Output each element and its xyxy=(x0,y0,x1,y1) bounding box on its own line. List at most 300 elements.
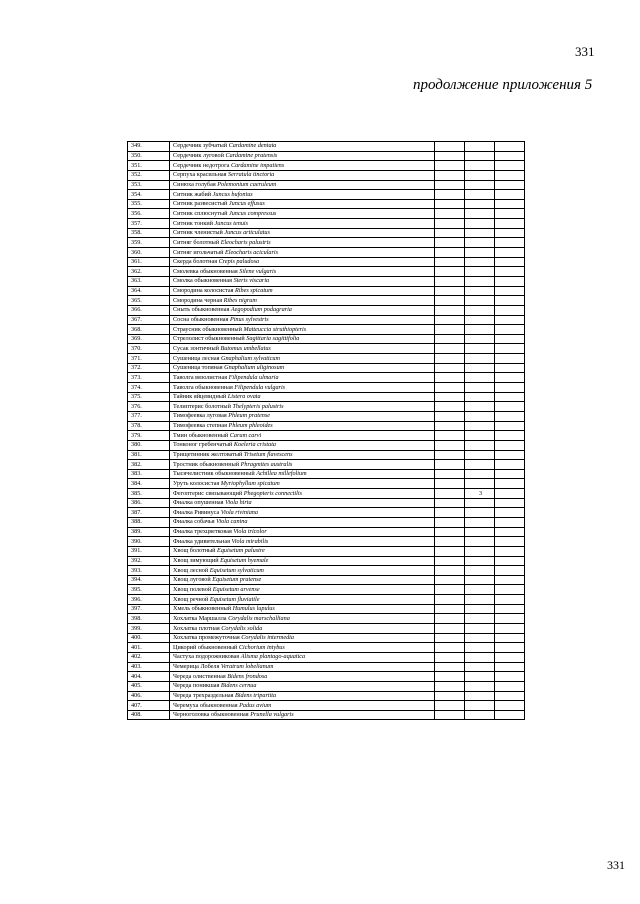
species-russian-name: Тростник обыкновенный xyxy=(173,460,240,468)
value-cell-c xyxy=(495,575,525,585)
species-russian-name: Ситняг игольчатый xyxy=(173,248,224,256)
value-cell-c xyxy=(495,643,525,653)
value-cell-a xyxy=(435,142,465,152)
value-cell-c xyxy=(495,334,525,344)
species-latin-name: Achillea millefolium xyxy=(256,470,307,478)
species-name-cell xyxy=(170,373,435,383)
species-name-cell xyxy=(170,296,435,306)
table-row xyxy=(128,257,525,267)
value-cell-c xyxy=(495,383,525,393)
row-number: 394. xyxy=(128,575,170,585)
table-row xyxy=(128,199,525,209)
species-name-cell xyxy=(170,624,435,634)
value-cell-a xyxy=(435,354,465,364)
value-cell-a xyxy=(435,219,465,229)
value-cell-c xyxy=(495,527,525,537)
species-latin-name: Bidens cernua xyxy=(220,682,257,690)
species-latin-name: Eleocharis acicularis xyxy=(224,248,279,256)
species-name-cell xyxy=(170,199,435,209)
value-cell-c xyxy=(495,170,525,180)
species-name-cell xyxy=(170,585,435,595)
species-latin-name: Silene vulgaris xyxy=(239,267,277,275)
value-cell-a xyxy=(435,681,465,691)
value-cell-a xyxy=(435,498,465,508)
row-number: 405. xyxy=(128,681,170,691)
species-latin-name: Cardamine impatiens xyxy=(230,161,285,169)
species-table-body xyxy=(128,142,525,720)
value-cell-b xyxy=(465,411,495,421)
table-row xyxy=(128,142,525,152)
species-latin-name: Viola mirabilis xyxy=(231,537,269,545)
species-latin-name: Serratula tinctoria xyxy=(228,171,275,179)
table-row xyxy=(128,151,525,161)
table-row xyxy=(128,633,525,643)
value-cell-b xyxy=(465,662,495,672)
value-cell-c xyxy=(495,373,525,383)
value-cell-a xyxy=(435,209,465,219)
species-name-cell xyxy=(170,633,435,643)
species-table xyxy=(127,141,525,720)
species-latin-name: Polemonium caeruleum xyxy=(217,181,277,189)
species-name-cell xyxy=(170,392,435,402)
value-cell-c xyxy=(495,710,525,720)
row-number: 375. xyxy=(128,392,170,402)
value-cell-a xyxy=(435,180,465,190)
species-latin-name: Equisetum hyemale xyxy=(220,557,269,565)
table-row xyxy=(128,373,525,383)
table-row xyxy=(128,402,525,412)
row-number: 382. xyxy=(128,460,170,470)
row-number: 395. xyxy=(128,585,170,595)
row-number: 350. xyxy=(128,151,170,161)
table-row xyxy=(128,248,525,258)
value-cell-b xyxy=(465,305,495,315)
row-number: 364. xyxy=(128,286,170,296)
value-cell-a xyxy=(435,305,465,315)
value-cell-b xyxy=(465,556,495,566)
table-row xyxy=(128,411,525,421)
species-russian-name: Скерда болотная xyxy=(173,258,218,266)
value-cell-a xyxy=(435,383,465,393)
value-cell-a xyxy=(435,248,465,258)
row-number: 370. xyxy=(128,344,170,354)
value-cell-a xyxy=(435,469,465,479)
value-cell-a xyxy=(435,450,465,460)
value-cell-a xyxy=(435,624,465,634)
species-latin-name: Steris viscaria xyxy=(233,277,270,285)
species-name-cell xyxy=(170,431,435,441)
table-row xyxy=(128,228,525,238)
species-latin-name: Equisetum palustre xyxy=(217,547,265,555)
species-latin-name: Bidens frondosa xyxy=(227,672,268,680)
table-row xyxy=(128,315,525,325)
species-latin-name: Viola tricolor xyxy=(233,528,267,536)
species-russian-name: Фиалка трехцветковая xyxy=(173,528,232,536)
species-name-cell xyxy=(170,556,435,566)
table-row xyxy=(128,267,525,277)
value-cell-c xyxy=(495,161,525,171)
value-cell-c xyxy=(495,614,525,624)
row-number: 386. xyxy=(128,498,170,508)
value-cell-c xyxy=(495,392,525,402)
page-number-top: 331 xyxy=(575,44,595,59)
species-russian-name: Хвощ зимующий xyxy=(173,557,219,565)
value-cell-b xyxy=(465,257,495,267)
table-row xyxy=(128,479,525,489)
species-latin-name: Humulus lupulus xyxy=(232,605,275,613)
value-cell-c xyxy=(495,479,525,489)
value-cell-b xyxy=(465,209,495,219)
value-cell-a xyxy=(435,334,465,344)
table-row xyxy=(128,537,525,547)
species-russian-name: Хвощ луговой xyxy=(173,576,211,584)
value-cell-b xyxy=(465,469,495,479)
value-cell-a xyxy=(435,315,465,325)
value-cell-a xyxy=(435,286,465,296)
value-cell-c xyxy=(495,498,525,508)
row-number: 359. xyxy=(128,238,170,248)
value-cell-a xyxy=(435,228,465,238)
species-latin-name: Veratrum lobelianum xyxy=(220,663,274,671)
species-russian-name: Сусак зонтичный xyxy=(173,344,219,352)
value-cell-a xyxy=(435,257,465,267)
row-number: 358. xyxy=(128,228,170,238)
species-russian-name: Сныть обыкновенная xyxy=(173,306,230,314)
table-row xyxy=(128,517,525,527)
row-number: 404. xyxy=(128,672,170,682)
species-latin-name: Bidens tripartita xyxy=(235,692,277,699)
value-cell-c xyxy=(495,190,525,200)
value-cell-b xyxy=(465,344,495,354)
species-russian-name: Хохлатка плотная xyxy=(173,624,220,632)
value-cell-a xyxy=(435,267,465,277)
value-cell-b xyxy=(465,383,495,393)
value-cell-b xyxy=(465,199,495,209)
species-russian-name: Смородина черная xyxy=(173,296,223,304)
species-name-cell xyxy=(170,411,435,421)
value-cell-c xyxy=(495,325,525,335)
value-cell-a xyxy=(435,325,465,335)
table-row xyxy=(128,604,525,614)
species-latin-name: Cichorium intybus xyxy=(238,643,285,651)
species-latin-name: Gnaphalium sylvaticum xyxy=(221,354,280,362)
value-cell-a xyxy=(435,373,465,383)
species-latin-name: Thelypteris palustris xyxy=(232,402,284,410)
species-name-cell xyxy=(170,681,435,691)
row-number: 360. xyxy=(128,248,170,258)
value-cell-c xyxy=(495,440,525,450)
value-cell-a xyxy=(435,440,465,450)
value-cell-a xyxy=(435,421,465,431)
row-number: 351. xyxy=(128,161,170,171)
value-cell-c xyxy=(495,276,525,286)
value-cell-b xyxy=(465,421,495,431)
table-row xyxy=(128,652,525,662)
value-cell-a xyxy=(435,537,465,547)
table-row xyxy=(128,431,525,441)
species-latin-name: Phleum pratense xyxy=(228,412,270,420)
table-row xyxy=(128,440,525,450)
value-cell-b xyxy=(465,267,495,277)
species-russian-name: Сушеница лесная xyxy=(173,354,220,362)
value-cell-a xyxy=(435,151,465,161)
species-latin-name: Filipendula vulgaris xyxy=(234,383,286,391)
value-cell-a xyxy=(435,363,465,373)
species-latin-name: Ribes nigrum xyxy=(223,296,257,304)
value-cell-b xyxy=(465,672,495,682)
value-cell-b xyxy=(465,652,495,662)
value-cell-b xyxy=(465,681,495,691)
table-row xyxy=(128,595,525,605)
value-cell-c xyxy=(495,652,525,662)
value-cell-c xyxy=(495,556,525,566)
page-subtitle: продолжение приложения 5 xyxy=(413,77,593,93)
species-name-cell xyxy=(170,566,435,576)
value-cell-a xyxy=(435,604,465,614)
species-russian-name: Цикорий обыкновенный xyxy=(173,643,238,651)
table-row xyxy=(128,238,525,248)
species-russian-name: Фиалка собачья xyxy=(173,518,215,526)
species-russian-name: Сосна обыкновенная xyxy=(173,316,229,324)
row-number: 403. xyxy=(128,662,170,672)
value-cell-c xyxy=(495,305,525,315)
species-russian-name: Уруть колосистая xyxy=(173,479,220,487)
row-number: 368. xyxy=(128,325,170,335)
row-number: 391. xyxy=(128,546,170,556)
value-cell-c xyxy=(495,267,525,277)
species-name-cell xyxy=(170,672,435,682)
value-cell-c xyxy=(495,431,525,441)
species-russian-name: Фегоптерис связывающий xyxy=(173,489,243,497)
table-row xyxy=(128,180,525,190)
value-cell-b xyxy=(465,537,495,547)
value-cell-b xyxy=(465,296,495,306)
species-russian-name: Смолевка обыкновенная xyxy=(173,267,238,275)
row-number: 384. xyxy=(128,479,170,489)
table-row xyxy=(128,450,525,460)
value-cell-a xyxy=(435,556,465,566)
species-latin-name: Crepis paludosa xyxy=(218,258,260,266)
species-russian-name: Тимофеевка луговая xyxy=(173,412,227,420)
value-cell-c xyxy=(495,585,525,595)
value-cell-a xyxy=(435,710,465,720)
row-number: 381. xyxy=(128,450,170,460)
species-latin-name: Juncus effusus xyxy=(228,200,265,208)
species-name-cell xyxy=(170,643,435,653)
species-name-cell xyxy=(170,180,435,190)
value-cell-b xyxy=(465,334,495,344)
row-number: 372. xyxy=(128,363,170,373)
value-cell-c xyxy=(495,180,525,190)
value-cell-c xyxy=(495,489,525,499)
value-cell-b xyxy=(465,585,495,595)
value-cell-c xyxy=(495,517,525,527)
species-russian-name: Череда трехраздельная xyxy=(173,692,234,699)
row-number: 353. xyxy=(128,180,170,190)
value-cell-a xyxy=(435,392,465,402)
species-russian-name: Ситник жабий xyxy=(173,190,212,198)
species-latin-name: Viola riviniana xyxy=(220,508,258,516)
species-name-cell xyxy=(170,498,435,508)
value-cell-c xyxy=(495,257,525,267)
species-russian-name: Ситник развесистый xyxy=(173,200,228,208)
row-number: 380. xyxy=(128,440,170,450)
value-cell-c xyxy=(495,142,525,152)
value-cell-a xyxy=(435,527,465,537)
value-cell-c xyxy=(495,344,525,354)
species-name-cell xyxy=(170,489,435,499)
value-cell-b xyxy=(465,190,495,200)
row-number: 373. xyxy=(128,373,170,383)
species-name-cell xyxy=(170,450,435,460)
species-russian-name: Синюха голубая xyxy=(173,181,216,189)
table-row xyxy=(128,392,525,402)
row-number: 352. xyxy=(128,170,170,180)
row-number: 406. xyxy=(128,691,170,701)
table-row xyxy=(128,643,525,653)
row-number: 377. xyxy=(128,411,170,421)
species-name-cell xyxy=(170,325,435,335)
species-name-cell xyxy=(170,142,435,152)
value-cell-a xyxy=(435,479,465,489)
value-cell-b xyxy=(465,151,495,161)
value-cell-a xyxy=(435,662,465,672)
table-row xyxy=(128,672,525,682)
row-number: 398. xyxy=(128,614,170,624)
table-row xyxy=(128,161,525,171)
row-number: 402. xyxy=(128,652,170,662)
value-cell-c xyxy=(495,199,525,209)
table-row xyxy=(128,624,525,634)
species-name-cell xyxy=(170,402,435,412)
species-russian-name: Ситник сплюснутый xyxy=(173,209,228,217)
value-cell-c xyxy=(495,209,525,219)
table-row xyxy=(128,489,525,499)
value-cell-b xyxy=(465,575,495,585)
species-name-cell xyxy=(170,527,435,537)
species-name-cell xyxy=(170,546,435,556)
row-number: 390. xyxy=(128,537,170,547)
table-row xyxy=(128,469,525,479)
species-latin-name: Padus avium xyxy=(239,701,272,709)
value-cell-c xyxy=(495,566,525,576)
value-cell-a xyxy=(435,672,465,682)
value-cell-b xyxy=(465,161,495,171)
value-cell-c xyxy=(495,315,525,325)
species-name-cell xyxy=(170,575,435,585)
species-russian-name: Фиалка удивительная xyxy=(173,537,230,545)
row-number: 379. xyxy=(128,431,170,441)
table-row xyxy=(128,681,525,691)
species-name-cell xyxy=(170,469,435,479)
value-cell-a xyxy=(435,460,465,470)
value-cell-b xyxy=(465,701,495,711)
species-latin-name: Phleum phleoides xyxy=(228,422,273,430)
value-cell-b xyxy=(465,228,495,238)
value-cell-b xyxy=(465,517,495,527)
value-cell-a xyxy=(435,489,465,499)
species-russian-name: Частуха подорожниковая xyxy=(173,653,240,661)
species-name-cell xyxy=(170,276,435,286)
table-row xyxy=(128,701,525,711)
value-cell-b xyxy=(465,508,495,518)
species-russian-name: Сердечник зубчатый xyxy=(173,142,228,150)
row-number: 399. xyxy=(128,624,170,634)
row-number: 355. xyxy=(128,199,170,209)
species-name-cell xyxy=(170,267,435,277)
value-cell-a xyxy=(435,633,465,643)
value-cell-c xyxy=(495,624,525,634)
value-cell-c xyxy=(495,296,525,306)
value-cell-c xyxy=(495,537,525,547)
species-latin-name: Juncus articulatus xyxy=(224,229,270,237)
species-russian-name: Таволга обыкновенная xyxy=(173,383,233,391)
species-russian-name: Фиалка Ривинуса xyxy=(173,508,220,516)
row-number: 376. xyxy=(128,402,170,412)
row-number: 357. xyxy=(128,219,170,229)
table-row xyxy=(128,691,525,701)
species-russian-name: Хвощ речной xyxy=(173,595,209,603)
value-cell-c xyxy=(495,604,525,614)
table-row xyxy=(128,566,525,576)
species-russian-name: Сердечник недотрога xyxy=(173,161,230,169)
value-cell-a xyxy=(435,614,465,624)
species-latin-name: Carum carvi xyxy=(229,431,262,439)
species-russian-name: Ситняг болотный xyxy=(173,238,220,246)
value-cell-b xyxy=(465,431,495,441)
row-number: 365. xyxy=(128,296,170,306)
row-number: 393. xyxy=(128,566,170,576)
species-name-cell xyxy=(170,161,435,171)
species-name-cell xyxy=(170,219,435,229)
species-latin-name: Ribes spicatum xyxy=(234,287,273,295)
species-name-cell xyxy=(170,662,435,672)
table-row xyxy=(128,219,525,229)
value-cell-a xyxy=(435,517,465,527)
row-number: 389. xyxy=(128,527,170,537)
species-latin-name: Corydalis intermedia xyxy=(241,634,294,642)
value-cell-a xyxy=(435,701,465,711)
species-russian-name: Хохлатка Маршалла xyxy=(173,614,227,622)
species-russian-name: Смолка обыкновенная xyxy=(173,277,233,285)
row-number: 385. xyxy=(128,489,170,499)
row-number: 378. xyxy=(128,421,170,431)
species-name-cell xyxy=(170,257,435,267)
value-cell-c xyxy=(495,421,525,431)
species-russian-name: Трищетинник желтоватый xyxy=(173,450,243,458)
species-russian-name: Тимофеевка степная xyxy=(173,422,227,430)
table-row xyxy=(128,460,525,470)
species-name-cell xyxy=(170,383,435,393)
row-number: 387. xyxy=(128,508,170,518)
species-name-cell xyxy=(170,604,435,614)
value-cell-c xyxy=(495,681,525,691)
row-number: 383. xyxy=(128,469,170,479)
species-latin-name: Juncus tenuis xyxy=(214,219,249,227)
row-number: 361. xyxy=(128,257,170,267)
species-name-cell xyxy=(170,440,435,450)
species-name-cell xyxy=(170,228,435,238)
page-number-bottom: 331 xyxy=(607,858,625,872)
species-russian-name: Сушеница топяная xyxy=(173,364,223,372)
species-name-cell xyxy=(170,334,435,344)
species-latin-name: Prunella vulgaris xyxy=(250,711,294,719)
table-row xyxy=(128,614,525,624)
row-number: 407. xyxy=(128,701,170,711)
species-russian-name: Хвощ лесной xyxy=(173,566,209,574)
value-cell-c xyxy=(495,219,525,229)
species-name-cell xyxy=(170,151,435,161)
